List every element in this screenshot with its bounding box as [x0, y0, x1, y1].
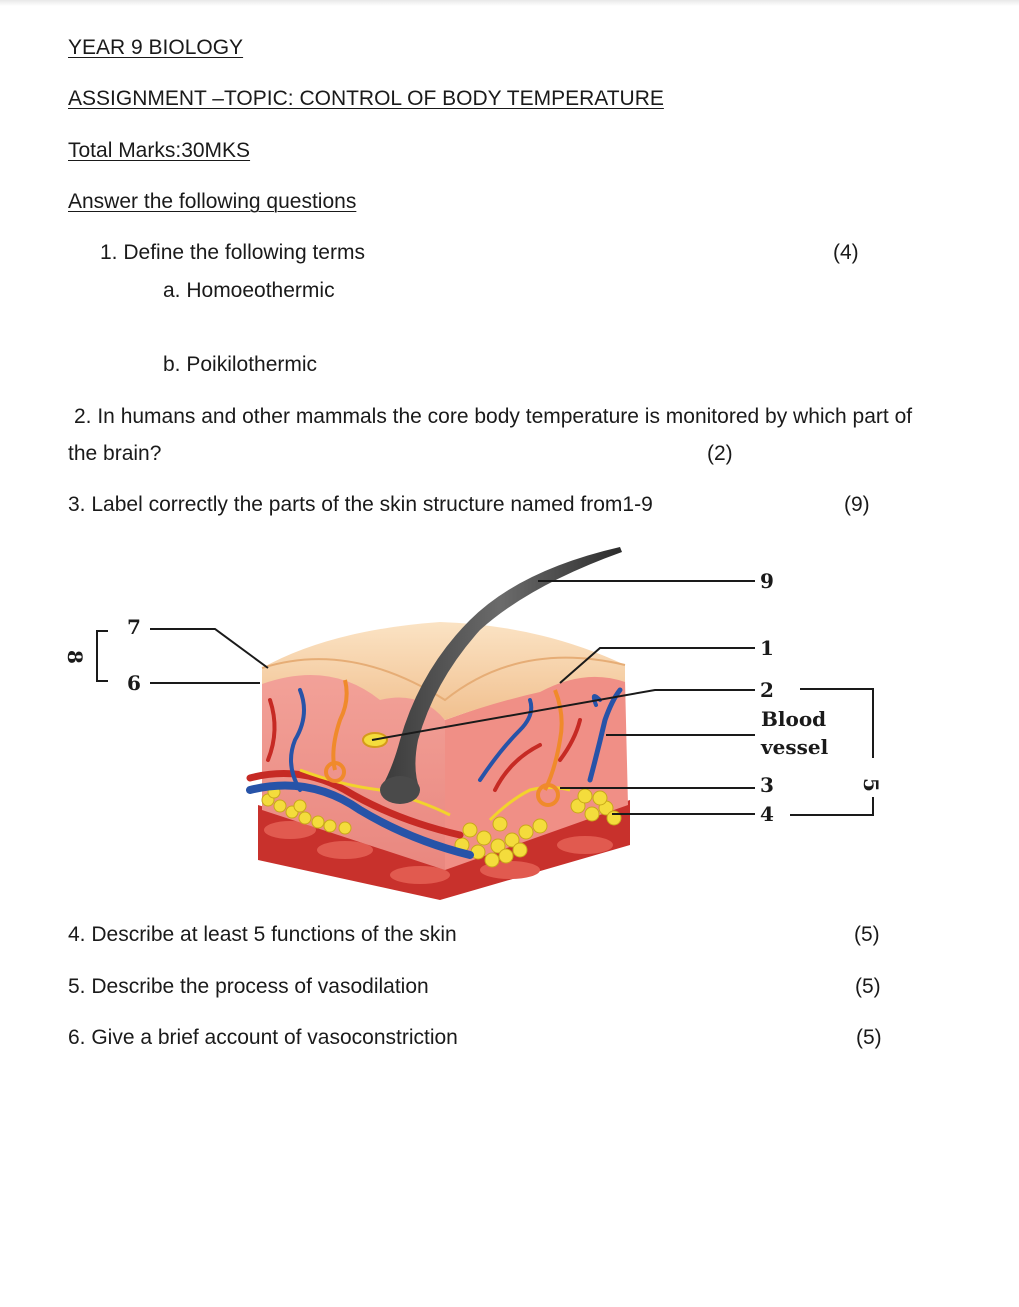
instruction-heading: Answer the following questions: [68, 190, 357, 213]
question-4-marks: (5): [854, 923, 880, 946]
label-9: 9: [760, 569, 774, 593]
question-1-marks: (4): [833, 241, 859, 264]
question-3-marks: (9): [844, 493, 870, 516]
question-1a-term: a. Homoeothermic: [163, 279, 335, 302]
label-1: 1: [760, 636, 774, 660]
question-5-text: 5. Describe the process of vasodilation: [68, 975, 429, 998]
label-5: 5: [859, 778, 883, 792]
assignment-topic-title: ASSIGNMENT –TOPIC: CONTROL OF BODY TEMPERATURE: [68, 87, 664, 110]
label-blood: Blood: [761, 707, 827, 731]
question-5-marks: (5): [855, 975, 881, 998]
worksheet-year-title: YEAR 9 BIOLOGY: [68, 36, 244, 59]
page-top-shadow: [0, 0, 1019, 6]
total-marks: Total Marks:30MKS: [68, 139, 251, 162]
hair-bulb: [380, 776, 420, 804]
label-6: 6: [127, 671, 141, 695]
question-6-text: 6. Give a brief account of vasoconstriction: [68, 1026, 458, 1049]
question-1-text: 1. Define the following terms: [100, 241, 365, 264]
label-2: 2: [760, 678, 774, 702]
question-2-line1: 2. In humans and other mammals the core body temperature is monitored by which part of: [74, 405, 913, 428]
skin-structure-diagram: [0, 530, 1019, 910]
question-2-line2: the brain?: [68, 442, 162, 465]
label-3: 3: [760, 773, 774, 797]
question-2-marks: (2): [707, 442, 733, 465]
label-vessel: vessel: [761, 735, 829, 759]
question-3-text: 3. Label correctly the parts of the skin structure named from1-9: [68, 493, 653, 516]
label-7: 7: [127, 615, 141, 639]
question-6-marks: (5): [856, 1026, 882, 1049]
question-4-text: 4. Describe at least 5 functions of the skin: [68, 923, 457, 946]
label-4: 4: [760, 802, 774, 826]
question-1b-term: b. Poikilothermic: [163, 353, 318, 376]
label-8: 8: [63, 650, 87, 664]
